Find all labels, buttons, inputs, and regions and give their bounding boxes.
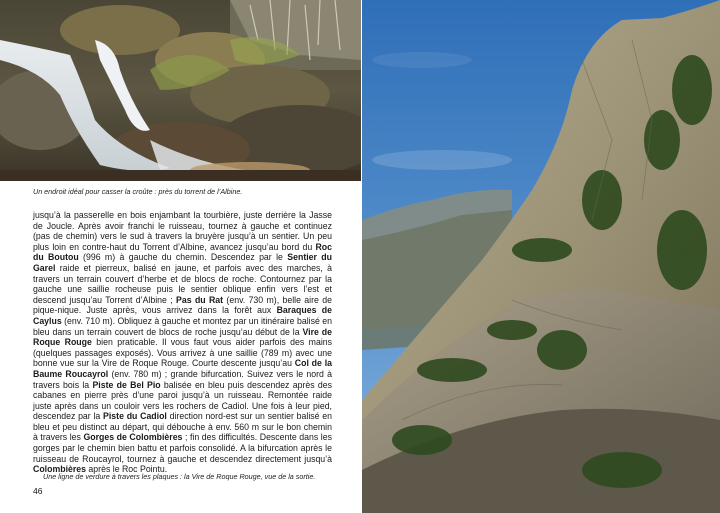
place-name: Piste de Bel Pio <box>92 379 161 390</box>
place-name: Pas du Rat <box>176 294 224 305</box>
waterfall-photo <box>0 0 361 181</box>
text-run: bien praticable. Il vous faut vous aider parfois des mains (quelques passages exposés). Vous arrivez à une saillie (789 m) avec une bonne vue sur la Vire de Roque Rouge. Courte descente jusqu’au <box>33 337 333 369</box>
place-name: Baraques de Caylus <box>33 305 332 326</box>
place-name: Roc du Boutou <box>33 241 332 263</box>
route-description <box>33 210 332 475</box>
text-run: après le Roc Pointu. <box>86 464 168 475</box>
text-run: raide et pierreux, balisé en jaune, et parfois avec des marches, à travers un terrain couvert d’herbe et de blocs de roche. Contournez par la gauche une saillie rocheuse puis le sentier oblique enfin vers l’est et descend jusqu’au Torrent d’Albine ; <box>33 262 332 305</box>
photo-caption-bottom: Une ligne de verdure à travers les plaques : la Vire de Roque Rouge, vue de la sortie. <box>43 472 316 481</box>
text-run: jusqu’à la passerelle en bois enjambant la tourbière, juste derrière la Jasse de Joucle. Après avoir franchi le ruisseau, tournez à gauche et continuez (pas de chemin) vers le sud à travers la bruyère jusqu’à un sentier. Un peu plus loin en contre-haut du Torrent d’Albine, avancez jusqu’au bord du <box>33 210 332 252</box>
text-run: direction nord-est sur un sentier balisé en bleu et peu distinct au départ, qui débouche à env. 560 m sur le bon chemin à travers les <box>33 411 333 443</box>
text-run: (env. 730 m), belle aire de pique-nique. Juste après, vous arrivez dans la forêt aux <box>33 294 332 316</box>
place-name: Gorges de Colombières <box>83 432 183 443</box>
place-name: Col de la Baume Roucayrol <box>33 358 332 379</box>
text-run: balisée en bleu puis descendez après des cabanes en pierre près d’une paroi jusqu’à un ruisseau. Remontée raide juste après dans un couloir vers les rochers de Cadiol. Une fois à leur pied, descendez par la <box>33 379 332 422</box>
text-run: (env. 710 m). Obliquez à gauche et montez par un itinéraire balisé en bleu dans un terrain couvert de blocs de roche jusqu’au début de la <box>33 315 332 337</box>
photo-caption-top: Un endroit idéal pour casser la croûte : près du torrent de l’Albine. <box>33 187 243 196</box>
place-name: Sentier du Garel <box>33 252 332 273</box>
text-run: ; fin des difficultés. Descente dans les gorges par le chemin bien battu et parfois consolidé. A la bifurcation après le ruisseau de Roucayrol, tournez à gauche et descendez directement jusqu’à <box>33 432 332 464</box>
page-number: 46 <box>33 486 43 496</box>
cliff-photo <box>362 0 720 513</box>
place-name: Vire de Roque Rouge <box>33 326 332 348</box>
text-run: (996 m) à gauche du chemin. Descendez par le <box>78 252 288 263</box>
text-run: (env. 780 m) ; grande bifurcation. Suivez vers le nord à travers bois la <box>33 368 332 390</box>
place-name: Piste du Cadiol <box>103 411 167 422</box>
place-name: Colombières <box>33 464 86 475</box>
